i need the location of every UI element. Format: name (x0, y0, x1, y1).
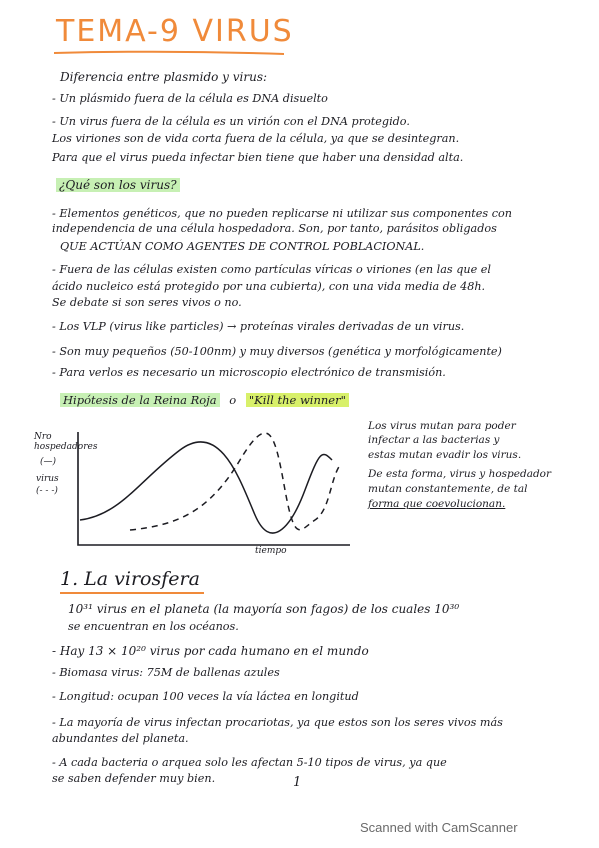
question-heading: ¿Qué son los virus? (56, 178, 180, 192)
intro-line: Para que el virus pueda infectar bien tiene que haber una densidad alta. (52, 151, 464, 164)
red-queen-graph (30, 420, 360, 560)
section1-line: 10³¹ virus en el planeta (la mayoría son fagos) de los cuales 10³⁰ (68, 602, 460, 616)
section1-line: se saben defender muy bien. (52, 772, 216, 785)
intro-line: Los viriones son de vida corta fuera de la célula, ya que se desintegran. (52, 132, 460, 145)
section1-line: abundantes del planeta. (52, 732, 189, 745)
intro-line: - Un virus fuera de la célula es un virión con el DNA protegido. (52, 115, 410, 128)
graph-y-host-marker: (—) (40, 457, 57, 467)
question-line: - Los VLP (virus like particles) → proteínas virales derivadas de un virus. (52, 320, 465, 333)
question-line: independencia de una célula hospedadora. Son, por tanto, parásitos obligados (52, 222, 497, 235)
host-curve (80, 442, 332, 533)
question-line: Se debate si son seres vivos o no. (52, 296, 242, 309)
page-number: 1 (293, 775, 302, 790)
side-text-line: Los virus mutan para poder (368, 420, 516, 432)
intro-line: - Un plásmido fuera de la célula es DNA disuelto (52, 92, 328, 105)
side-text-line: infectar a las bacterias y (368, 434, 500, 446)
section1-line: - A cada bacteria o arquea solo les afectan 5-10 tipos de virus, ya que (52, 756, 447, 769)
section1-heading: 1. La virosfera (60, 568, 204, 594)
hypothesis-connector: o (229, 393, 237, 407)
side-text-line: estas mutan evadir los virus. (368, 449, 522, 461)
question-line: ácido nucleico está protegido por una cubierta), con una vida media de 48h. (52, 280, 486, 293)
graph-y-host-label: Nro hospedadores (34, 432, 98, 452)
hypothesis-heading (60, 393, 349, 407)
question-line: - Fuera de las células existen como partículas víricas o viriones (en las que el (52, 263, 491, 276)
side-text-line: mutan constantemente, de tal (368, 483, 528, 495)
graph-y-virus-marker: (- - -) (36, 486, 58, 496)
section1-line: - Longitud: ocupan 100 veces la vía láctea en longitud (52, 690, 359, 703)
scanner-watermark: Scanned with CamScanner (360, 820, 518, 835)
question-line: - Son muy pequeños (50-100nm) y muy diversos (genética y morfológicamente) (52, 345, 502, 358)
section1-line: - Biomasa virus: 75M de ballenas azules (52, 666, 280, 679)
side-text-line: forma que coevolucionan. (368, 498, 506, 510)
graph-x-label: tiempo (255, 546, 287, 556)
page-title: TEMA-9 VIRUS (56, 14, 294, 49)
section1-line: - La mayoría de virus infectan procariotas, ya que estos son los seres vivos más (52, 716, 503, 729)
section1-line: - Hay 13 × 10²⁰ virus por cada humano en el mundo (52, 644, 369, 658)
question-line: - Para verlos es necesario un microscopio electrónico de transmisión. (52, 366, 446, 379)
question-line: QUE ACTÚAN COMO AGENTES DE CONTROL POBLACIONAL. (60, 240, 425, 253)
intro-heading: Diferencia entre plasmido y virus: (60, 70, 268, 84)
side-text-line: De esta forma, virus y hospedador (368, 468, 552, 480)
hypothesis-title: Hipótesis de la Reina Roja (60, 393, 220, 407)
hypothesis-alt: "Kill the winner" (246, 393, 349, 407)
title-underline (54, 50, 284, 56)
section1-line: se encuentran en los océanos. (68, 620, 239, 633)
graph-axes (78, 432, 350, 545)
question-line: - Elementos genéticos, que no pueden replicarse ni utilizar sus componentes con (52, 207, 512, 220)
graph-y-virus-label: virus (36, 474, 59, 484)
